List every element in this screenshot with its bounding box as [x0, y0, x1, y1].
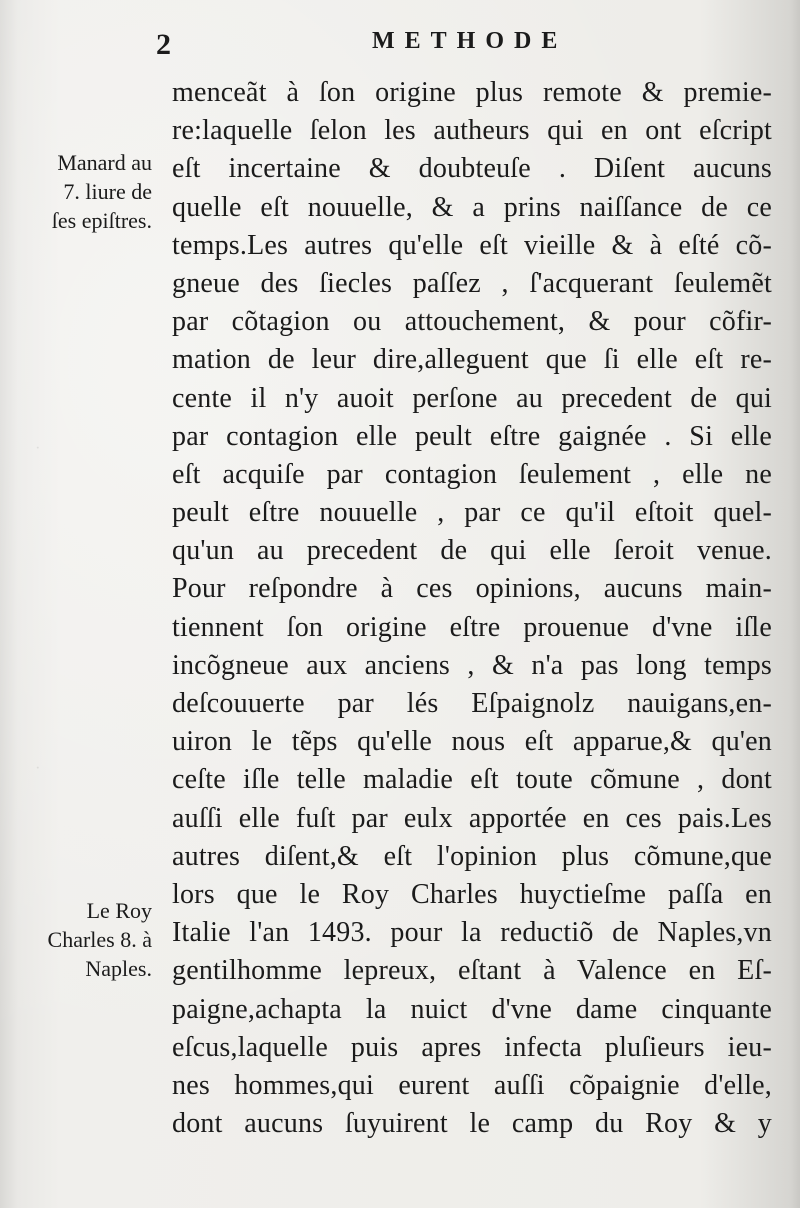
page-header — [0, 22, 800, 62]
text-line: lors que le Roy Charles huyctieſme paſſa en — [172, 878, 772, 910]
text-line: eſcus,laquelle puis apres infecta pluſieurs ieu- — [172, 1031, 772, 1063]
marginal-note-manard — [10, 148, 152, 235]
running-title: METHODE — [372, 28, 568, 54]
text-line: eſt incertaine & doubteuſe . Diſent aucuns — [172, 153, 772, 185]
body-text — [172, 74, 772, 1143]
text-line: gneue des ſiecles paſſez , ſ'acquerant ſeulemẽt — [172, 267, 772, 299]
text-line: incõgneue aux anciens , & n'a pas long temps — [172, 649, 772, 681]
text-line: gentilhomme lepreux, eſtant à Valence en Eſ- — [172, 955, 772, 987]
page-number: 2 — [156, 28, 171, 61]
text-line: Pour reſpondre à ces opinions, aucuns main- — [172, 573, 772, 605]
text-line: deſcouuerte par lés Eſpaignolz nauigans,en- — [172, 688, 772, 719]
marginal-note-line: 7. liure de — [63, 179, 152, 204]
show-through-mark: · — [36, 440, 40, 457]
text-line: nes hommes,qui eurent auſſi cõpaignie d'elle, — [172, 1069, 772, 1101]
marginal-note-line: Le Roy — [86, 898, 152, 923]
text-line: auſſi elle fuſt par eulx apportée en ces pais.Les — [172, 802, 772, 834]
show-through-mark: · — [36, 760, 40, 777]
text-line: mation de leur dire,alleguent que ſi elle eſt re- — [172, 344, 772, 376]
text-line: menceãt à ſon origine plus remote & premie- — [172, 77, 772, 108]
text-line: quelle eſt nouuelle, & a prins naiſſance de ce — [172, 191, 772, 223]
text-line: tiennent ſon origine eſtre prouenue d'vne iſle — [172, 611, 772, 643]
marginal-note-line: ſes epiſtres. — [51, 208, 152, 233]
text-line: peult eſtre nouuelle , par ce qu'il eſtoit quel- — [172, 497, 772, 529]
text-line: cente il n'y auoit perſone au precedent de qui — [172, 382, 772, 414]
text-line: re:laquelle ſelon les autheurs qui en ont eſcript — [172, 115, 772, 147]
text-line: uiron le tẽps qu'elle nous eſt apparue,& qu'en — [172, 726, 772, 758]
text-line: qu'un au precedent de qui elle ſeroit venue. — [172, 535, 772, 567]
text-line: dont aucuns ſuyuirent le camp du Roy & y — [172, 1108, 772, 1140]
text-line: ceſte iſle telle maladie eſt toute cõmune , dont — [172, 764, 772, 796]
text-line: temps.Les autres qu'elle eſt vieille & à eſté cõ- — [172, 229, 772, 261]
marginal-note-line: Manard au — [57, 150, 152, 175]
text-line: eſt acquiſe par contagion ſeulement , elle ne — [172, 458, 772, 490]
text-line: paigne,achapta la nuict d'vne dame cinquante — [172, 993, 772, 1025]
text-line: par contagion elle peult eſtre gaignée . Si elle — [172, 420, 772, 452]
text-line: autres diſent,& eſt l'opinion plus cõmune,que — [172, 840, 772, 872]
marginal-note-line: Charles 8. à — [47, 927, 152, 952]
marginal-note-le-roy — [10, 896, 152, 983]
text-line: par cõtagion ou attouchement, & pour cõfir- — [172, 306, 772, 338]
marginal-note-line: Naples. — [85, 956, 152, 981]
text-line: Italie l'an 1493. pour la reductiõ de Naples,vn — [172, 917, 772, 949]
